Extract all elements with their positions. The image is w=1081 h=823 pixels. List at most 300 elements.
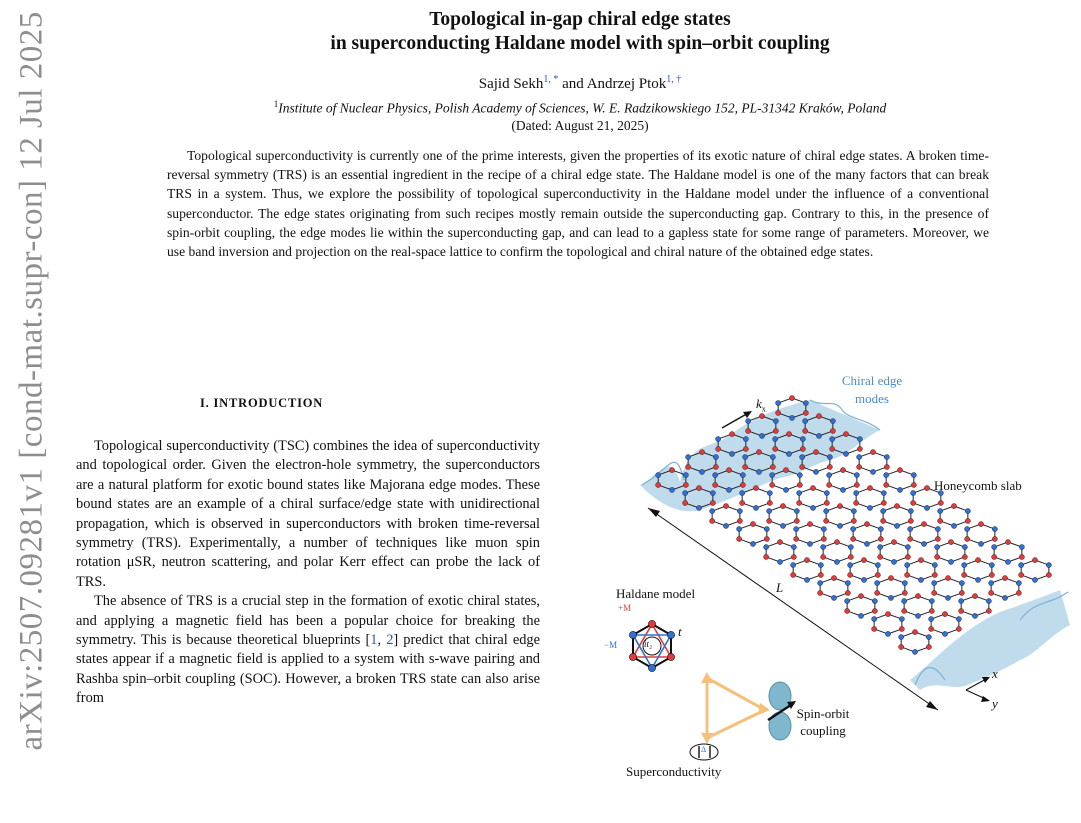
lattice-site bbox=[881, 490, 886, 495]
lattice-site bbox=[861, 577, 866, 582]
lattice-site bbox=[854, 472, 859, 477]
lattice-site bbox=[789, 395, 794, 400]
lattice-site bbox=[897, 467, 902, 472]
lattice-site bbox=[726, 487, 731, 492]
citation-link[interactable]: 1 bbox=[370, 632, 378, 649]
arxiv-identifier-stamp: arXiv:2507.09281v1 [cond-mat.supr-con] 12 Jul 2025 bbox=[13, 11, 50, 751]
lattice-site bbox=[921, 521, 926, 526]
lattice-site bbox=[743, 454, 748, 459]
lattice-site bbox=[767, 508, 772, 513]
lattice-site bbox=[753, 485, 758, 490]
lattice-site bbox=[897, 487, 902, 492]
lattice-site bbox=[831, 575, 836, 580]
lattice-site bbox=[918, 577, 923, 582]
lattice-site bbox=[756, 469, 761, 474]
lattice-site bbox=[824, 500, 829, 505]
lattice-site bbox=[905, 554, 910, 559]
lattice-site bbox=[776, 410, 781, 415]
lattice-hexagon bbox=[769, 506, 797, 526]
lattice-site bbox=[881, 508, 886, 513]
title-line-1: Topological in-gap chiral edge states bbox=[429, 9, 731, 30]
lattice-site bbox=[908, 508, 913, 513]
lattice-site bbox=[864, 521, 869, 526]
lattice-site bbox=[894, 523, 899, 528]
lattice-site bbox=[885, 631, 890, 636]
lattice-hexagon bbox=[1021, 560, 1049, 580]
lattice-site bbox=[696, 485, 701, 490]
lattice-site bbox=[989, 562, 994, 567]
lattice-site bbox=[884, 454, 889, 459]
lattice-site bbox=[908, 518, 913, 523]
lattice-site bbox=[759, 433, 764, 438]
lattice-site bbox=[821, 544, 826, 549]
lattice-site bbox=[848, 554, 853, 559]
lattice-site bbox=[932, 580, 937, 585]
lattice-site bbox=[807, 521, 812, 526]
lattice-site bbox=[851, 508, 856, 513]
lattice-site bbox=[780, 503, 785, 508]
lattice-site bbox=[992, 554, 997, 559]
chiral-edge-modes-label: Chiral edge modes bbox=[841, 373, 903, 406]
lattice-site bbox=[656, 472, 661, 477]
lattice-site bbox=[938, 500, 943, 505]
lattice-site bbox=[1019, 544, 1024, 549]
lattice-site bbox=[857, 464, 862, 469]
lattice-site bbox=[773, 446, 778, 451]
lattice-site bbox=[827, 472, 832, 477]
lattice-site bbox=[837, 523, 842, 528]
lattice-site bbox=[759, 413, 764, 418]
lattice-site bbox=[945, 575, 950, 580]
axis-x-label: x bbox=[992, 666, 998, 681]
figure-1 bbox=[580, 373, 1080, 823]
lattice-site bbox=[962, 544, 967, 549]
lattice-site bbox=[797, 490, 802, 495]
lattice-site bbox=[800, 446, 805, 451]
lattice-site bbox=[773, 418, 778, 423]
lattice-site bbox=[816, 433, 821, 438]
lattice-site bbox=[921, 541, 926, 546]
abstract: Topological superconductivity is currently one of the prime interests, given the properties of its exotic nature of chiral edge states. A broken time-reversal symmetry (TRS) is an essential ingredient in the recipe of a chiral edge state. The Haldane model is one of the many factors that can break TRS in a system. Thus, we explore the possibility of topological superconductivity in the Haldane model under the influence of a conventional superconductor. The edge states originating from such recipes mostly remain outside the superconducting gap. Contrary to this, in the presence of spin-orbit coupling, the edge modes lie within the superconducting gap, and can lead to a gapless state for some range of parameters. Moreover, we use band inversion and projection on the real-space lattice to confirm the topological and chiral nature of the obtained edge states. bbox=[167, 148, 989, 260]
lattice-site bbox=[753, 505, 758, 510]
lattice-hexagon bbox=[820, 578, 848, 598]
lattice-site bbox=[713, 454, 718, 459]
lattice-site bbox=[1005, 559, 1010, 564]
lattice-site bbox=[872, 598, 877, 603]
lattice-site bbox=[813, 449, 818, 454]
kx-label: $k_x$ bbox=[756, 396, 766, 414]
lattice-site bbox=[669, 467, 674, 472]
lattice-hexagon bbox=[886, 470, 914, 490]
lattice-site bbox=[858, 613, 863, 618]
lattice-site bbox=[713, 482, 718, 487]
lattice-site bbox=[972, 593, 977, 598]
lattice-site bbox=[810, 505, 815, 510]
lattice-hexagon bbox=[847, 596, 875, 616]
lattice-site bbox=[899, 626, 904, 631]
lattice-site bbox=[770, 482, 775, 487]
lattice-site bbox=[773, 428, 778, 433]
lattice-site bbox=[764, 544, 769, 549]
lattice-hexagon bbox=[931, 614, 959, 634]
lattice-site bbox=[770, 454, 775, 459]
lattice-site bbox=[867, 485, 872, 490]
lattice-site bbox=[783, 487, 788, 492]
spin-orbit-coupling-label: Spin-orbit coupling bbox=[796, 706, 850, 738]
lattice-site bbox=[902, 598, 907, 603]
lattice-site bbox=[791, 562, 796, 567]
lattice-site bbox=[992, 544, 997, 549]
lattice-hexagon bbox=[901, 632, 929, 652]
lattice-hexagon bbox=[880, 542, 908, 562]
lattice-site bbox=[696, 505, 701, 510]
lattice-hexagon bbox=[856, 488, 884, 508]
lattice-site bbox=[902, 580, 907, 585]
superconductivity-label: Superconductivity bbox=[626, 764, 722, 779]
lattice-site bbox=[915, 593, 920, 598]
lattice-site bbox=[942, 631, 947, 636]
lattice-site bbox=[777, 559, 782, 564]
lattice-site bbox=[740, 472, 745, 477]
lattice-hexagon bbox=[739, 524, 767, 544]
it2-label: it₂ bbox=[644, 639, 653, 649]
lattice-site bbox=[803, 428, 808, 433]
lattice-site bbox=[915, 613, 920, 618]
lattice-site bbox=[743, 446, 748, 451]
lattice-site bbox=[1002, 595, 1007, 600]
lattice-site bbox=[686, 454, 691, 459]
lattice-site bbox=[1002, 575, 1007, 580]
lattice-site bbox=[989, 590, 994, 595]
lattice-site bbox=[875, 580, 880, 585]
lattice-site bbox=[875, 590, 880, 595]
lattice-site bbox=[911, 490, 916, 495]
lattice-site bbox=[975, 557, 980, 562]
hopping-t-label: t bbox=[678, 624, 682, 639]
lattice-site bbox=[710, 490, 715, 495]
lattice-site bbox=[804, 577, 809, 582]
lattice-site bbox=[978, 541, 983, 546]
lattice-site bbox=[878, 554, 883, 559]
lattice-site bbox=[899, 634, 904, 639]
lattice-site bbox=[857, 446, 862, 451]
lattice-site bbox=[773, 436, 778, 441]
lattice-site bbox=[737, 526, 742, 531]
lattice-site bbox=[840, 487, 845, 492]
lattice-site bbox=[824, 508, 829, 513]
lattice-site bbox=[884, 464, 889, 469]
lattice-site bbox=[854, 490, 859, 495]
author-name: Sajid Sekh bbox=[478, 76, 544, 92]
lattice-site bbox=[848, 572, 853, 577]
lattice-site bbox=[827, 464, 832, 469]
lattice-site bbox=[834, 559, 839, 564]
lattice-site bbox=[737, 508, 742, 513]
lattice-site bbox=[1016, 580, 1021, 585]
lattice-site bbox=[875, 562, 880, 567]
lattice-site bbox=[912, 629, 917, 634]
lattice-site bbox=[962, 562, 967, 567]
lattice-site bbox=[932, 590, 937, 595]
lattice-site bbox=[894, 503, 899, 508]
lattice-site bbox=[807, 541, 812, 546]
lattice-site bbox=[729, 451, 734, 456]
lattice-hexagon bbox=[796, 524, 824, 544]
lattice-site bbox=[830, 436, 835, 441]
lattice-hexagon bbox=[850, 560, 878, 580]
lattice-hexagon bbox=[961, 596, 989, 616]
lattice-site bbox=[926, 644, 931, 649]
lattice-site bbox=[972, 613, 977, 618]
lattice-site bbox=[740, 500, 745, 505]
lattice-site bbox=[908, 536, 913, 541]
lattice-site bbox=[948, 539, 953, 544]
lattice-site bbox=[710, 508, 715, 513]
lattice-site bbox=[821, 526, 826, 531]
lattice-site bbox=[803, 410, 808, 415]
lattice-hexagon bbox=[964, 560, 992, 580]
lattice-site bbox=[830, 418, 835, 423]
minus-m-label: −M bbox=[604, 640, 618, 650]
lattice-site bbox=[803, 418, 808, 423]
lattice-site bbox=[770, 472, 775, 477]
lattice-site bbox=[710, 518, 715, 523]
lattice-hexagon bbox=[907, 560, 935, 580]
lattice-site bbox=[818, 590, 823, 595]
lattice-site bbox=[905, 572, 910, 577]
lattice-site bbox=[683, 490, 688, 495]
lattice-site bbox=[726, 467, 731, 472]
lattice-site bbox=[905, 544, 910, 549]
lattice-site bbox=[878, 526, 883, 531]
lattice-site bbox=[683, 482, 688, 487]
lattice-site bbox=[746, 428, 751, 433]
lattice-hexagon bbox=[874, 614, 902, 634]
lattice-site bbox=[884, 482, 889, 487]
lattice-site bbox=[959, 598, 964, 603]
lattice-site bbox=[830, 428, 835, 433]
section-heading: I. INTRODUCTION bbox=[200, 396, 324, 410]
lattice-site bbox=[750, 541, 755, 546]
lattice-site bbox=[935, 554, 940, 559]
lattice-site bbox=[881, 500, 886, 505]
lattice-site bbox=[885, 611, 890, 616]
lattice-site bbox=[740, 482, 745, 487]
lattice-site bbox=[743, 464, 748, 469]
lattice-site bbox=[902, 590, 907, 595]
lattice-site bbox=[891, 539, 896, 544]
lattice-site bbox=[821, 554, 826, 559]
author-affiliation-mark[interactable]: 1, * bbox=[543, 74, 559, 85]
lattice-hexagon bbox=[910, 524, 938, 544]
lattice-site bbox=[888, 575, 893, 580]
lattice-site bbox=[899, 616, 904, 621]
paper-title bbox=[200, 8, 960, 56]
lattice-site bbox=[854, 500, 859, 505]
lattice-site bbox=[938, 518, 943, 523]
title-line-2: in superconducting Haldane model with spin–orbit coupling bbox=[330, 33, 830, 54]
lattice-site bbox=[962, 554, 967, 559]
axis-y-label: y bbox=[992, 696, 998, 711]
lattice-site bbox=[942, 611, 947, 616]
lattice-site bbox=[951, 523, 956, 528]
lattice-site bbox=[767, 518, 772, 523]
lattice-site bbox=[918, 557, 923, 562]
lattice-site bbox=[843, 451, 848, 456]
lattice-site bbox=[992, 536, 997, 541]
lattice-site bbox=[848, 544, 853, 549]
lattice-hexagon bbox=[994, 542, 1022, 562]
lattice-site bbox=[683, 500, 688, 505]
lattice-site bbox=[848, 562, 853, 567]
lattice-site bbox=[902, 608, 907, 613]
lattice-site bbox=[891, 559, 896, 564]
lattice-site bbox=[777, 539, 782, 544]
lattice-hexagon bbox=[742, 488, 770, 508]
lattice-site bbox=[986, 598, 991, 603]
lattice-hexagon bbox=[859, 452, 887, 472]
date-line: (Dated: August 21, 2025) bbox=[511, 117, 649, 133]
lattice-site bbox=[924, 505, 929, 510]
lattice-site bbox=[770, 464, 775, 469]
lattice-site bbox=[824, 490, 829, 495]
lattice-site bbox=[723, 503, 728, 508]
lattice-site bbox=[1019, 554, 1024, 559]
lattice-site bbox=[932, 572, 937, 577]
lattice-hexagon bbox=[793, 560, 821, 580]
lattice-site bbox=[800, 464, 805, 469]
lattice-site bbox=[978, 521, 983, 526]
lattice-hexagon bbox=[937, 542, 965, 562]
lattice-site bbox=[767, 490, 772, 495]
lattice-site bbox=[992, 526, 997, 531]
lattice-site bbox=[951, 503, 956, 508]
lattice-site bbox=[800, 454, 805, 459]
plus-m-label: +M bbox=[618, 603, 632, 613]
lattice-site bbox=[824, 518, 829, 523]
lattice-site bbox=[965, 536, 970, 541]
lattice-site bbox=[851, 536, 856, 541]
lattice-site bbox=[945, 595, 950, 600]
lattice-site bbox=[857, 436, 862, 441]
lattice-hexagon bbox=[766, 542, 794, 562]
lattice-site bbox=[794, 526, 799, 531]
lattice-site bbox=[764, 536, 769, 541]
lattice-site bbox=[837, 503, 842, 508]
paragraph: Topological superconductivity (TSC) combines the idea of superconductivity and topological order. Given the electron-hole symmetry, the superconductors are a natural platform for exotic bound states like Majorana edge modes. These bound states are an example of a chiral surface/edge state with unidirectional propagation, which is observed in superconductors with broken time-reversal symmetry (TRS). Experimentally, a number of techniques like muon spin rotation μSR, neutron scattering, and polar Kerr effect can probe the lack of TRS. bbox=[76, 438, 540, 590]
lattice-site bbox=[699, 469, 704, 474]
lattice-site bbox=[989, 572, 994, 577]
lattice-site bbox=[716, 436, 721, 441]
lattice-site bbox=[810, 485, 815, 490]
lattice-site bbox=[965, 508, 970, 513]
lattice-site bbox=[843, 431, 848, 436]
lattice-site bbox=[908, 526, 913, 531]
lattice-site bbox=[797, 500, 802, 505]
lattice-site bbox=[935, 526, 940, 531]
lattice-site bbox=[656, 482, 661, 487]
lattice-site bbox=[878, 544, 883, 549]
lattice-site bbox=[1016, 590, 1021, 595]
lattice-site bbox=[845, 580, 850, 585]
lattice-site bbox=[864, 541, 869, 546]
lattice-site bbox=[872, 626, 877, 631]
lattice-site bbox=[840, 467, 845, 472]
lattice-site bbox=[1032, 577, 1037, 582]
lattice-site bbox=[888, 595, 893, 600]
lattice-site bbox=[989, 580, 994, 585]
lattice-site bbox=[737, 536, 742, 541]
lattice-site bbox=[845, 590, 850, 595]
lattice-site bbox=[780, 523, 785, 528]
lattice-site bbox=[813, 469, 818, 474]
lattice-site bbox=[729, 431, 734, 436]
citation-link[interactable]: 2 bbox=[386, 632, 394, 649]
lattice-site bbox=[776, 400, 781, 405]
lattice-site bbox=[818, 572, 823, 577]
affiliation-number: 1 bbox=[273, 99, 279, 109]
lattice-site bbox=[858, 593, 863, 598]
author-affiliation-mark[interactable]: 1, † bbox=[666, 74, 682, 85]
lattice-site bbox=[669, 487, 674, 492]
lattice-hexagon bbox=[967, 524, 995, 544]
lattice-site bbox=[1046, 572, 1051, 577]
lattice-site bbox=[818, 562, 823, 567]
lattice-site bbox=[713, 472, 718, 477]
lattice-site bbox=[1019, 572, 1024, 577]
lattice-site bbox=[845, 598, 850, 603]
lattice-site bbox=[710, 500, 715, 505]
lattice-site bbox=[831, 595, 836, 600]
lattice-hexagon bbox=[826, 506, 854, 526]
lattice-site bbox=[932, 562, 937, 567]
lattice-site bbox=[789, 415, 794, 420]
lattice-site bbox=[962, 572, 967, 577]
lattice-site bbox=[756, 449, 761, 454]
lattice-site bbox=[965, 518, 970, 523]
lattice-site bbox=[750, 521, 755, 526]
lattice-site bbox=[1019, 562, 1024, 567]
lattice-site bbox=[804, 557, 809, 562]
lattice-site bbox=[683, 472, 688, 477]
lattice-site bbox=[791, 544, 796, 549]
lattice-site bbox=[816, 413, 821, 418]
lattice-site bbox=[797, 472, 802, 477]
lattice-site bbox=[899, 644, 904, 649]
lattice-site bbox=[786, 451, 791, 456]
honeycomb-slab-label: Honeycomb slab bbox=[934, 478, 1022, 493]
lattice-hexagon bbox=[883, 506, 911, 526]
lattice-site bbox=[830, 446, 835, 451]
lattice-site bbox=[929, 598, 934, 603]
lattice-site bbox=[723, 523, 728, 528]
lattice-site bbox=[699, 449, 704, 454]
lattice-site bbox=[818, 580, 823, 585]
lattice-site bbox=[1032, 557, 1037, 562]
lattice-site bbox=[884, 472, 889, 477]
lattice-site bbox=[1046, 562, 1051, 567]
lattice-hexagon bbox=[712, 506, 740, 526]
lattice-hexagon bbox=[823, 542, 851, 562]
lattice-site bbox=[794, 508, 799, 513]
lattice-hexagon bbox=[877, 578, 905, 598]
lattice-site bbox=[794, 518, 799, 523]
lattice-site bbox=[986, 608, 991, 613]
lattice-site bbox=[929, 608, 934, 613]
lattice-site bbox=[851, 518, 856, 523]
affiliation-text: Institute of Nuclear Physics, Polish Academy of Sciences, W. E. Radzikowskiego 152, PL-31342 Kraków, Poland bbox=[278, 100, 887, 116]
lattice-site bbox=[797, 482, 802, 487]
